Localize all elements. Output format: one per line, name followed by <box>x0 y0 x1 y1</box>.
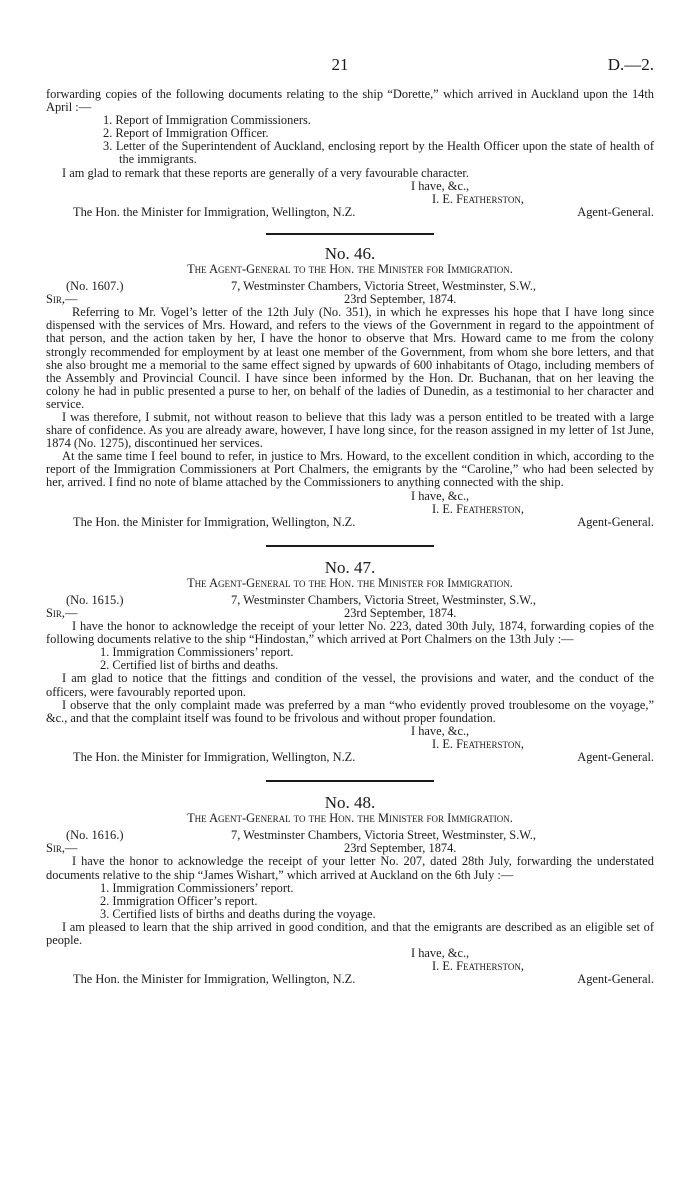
sender-address: 7, Westminster Chambers, Victoria Street, Westminster, S.W., <box>231 279 537 294</box>
letter-date: 23rd September, 1874. <box>344 841 457 856</box>
addressee: The Hon. the Minister for Immigration, Wellington, N.Z. <box>73 750 356 765</box>
paragraph: forwarding copies of the following documents relating to the ship “Dorette,” which arrived in Auckland upon the 14th April :— <box>46 87 654 115</box>
list-item: 2. Immigration Officer’s report. <box>100 893 258 908</box>
signer-title: Agent-General. <box>577 750 654 765</box>
salutation: Sir,— <box>46 841 78 856</box>
signer-name: I. E. Featherston, <box>432 191 524 206</box>
paragraph: I am pleased to learn that the ship arrived in good condition, and that the emigrants are described as an eligible set of people. <box>46 919 654 947</box>
letter-47 <box>46 559 654 764</box>
page-content <box>46 88 654 986</box>
letter-subtitle: The Agent-General to the Hon. the Minister for Immigration. <box>187 811 513 826</box>
letter-number: No. 47. <box>324 557 376 577</box>
salutation: Sir,— <box>46 292 78 307</box>
letter-number: No. 46. <box>324 243 376 263</box>
signer-title: Agent-General. <box>577 204 654 219</box>
signer-title: Agent-General. <box>577 972 654 987</box>
letter-48 <box>46 794 654 986</box>
list-item: 3. Letter of the Superintendent of Auckland, enclosing report by the Health Officer upon the state of health of the immigrants. <box>103 139 654 167</box>
page-header <box>0 55 700 77</box>
paragraph: Referring to Mr. Vogel’s letter of the 12th July (No. 351), in which he expresses his hope that I have long since dispensed with the services of Mrs. Howard, and refers to the views of the Government in regard to the appointment of that person, and the action taken by her, I have the honor to observe that Mrs. Howard came to me from the colony strongly recommended for employment by at least one member of the Government, from whom she bore letters, and that she also brought me a memorial to the same effect signed by upwards of 600 inhabitants of Otago, including members of the Assembly and Provincial Council. I have since been informed by the Hon. Dr. Buchanan, that on her leaving the colony he had in public presented a purse to her, on behalf of the ladies of Dunedin, as a testimonial to her character and service. <box>46 305 654 411</box>
list-item: 1. Report of Immigration Commissioners. <box>103 113 311 128</box>
paragraph: I observe that the only complaint made was preferred by a man “who evidently proved troublesome on the voyage,” &c., and that the complaint itself was found to be frivolous and without proper foundation. <box>46 697 654 725</box>
list-item: 1. Immigration Commissioners’ report. <box>100 645 294 660</box>
addressee-line <box>46 751 654 764</box>
list-item: 1. Immigration Commissioners’ report. <box>100 880 294 895</box>
list-item: 2. Report of Immigration Officer. <box>103 126 269 141</box>
letter-date: 23rd September, 1874. <box>344 606 457 620</box>
letter-ref: (No. 1616.) <box>66 828 124 843</box>
paragraph: I have the honor to acknowledge the receipt of your letter No. 207, dated 28th July, forwarding the understated documents relative to the ship “James Wishart,” which arrived at Auckland on the 6th July :— <box>46 854 654 882</box>
paragraph: I was therefore, I submit, not without reason to believe that this lady was a person entitled to be treated with a large share of confidence. As you are already aware, however, I have long since, for the reason assigned in my letter of 1st June, 1874 (No. 1275), discontinued her services. <box>46 409 654 451</box>
signer-title: Agent-General. <box>577 514 654 529</box>
letter-number: No. 48. <box>324 793 376 813</box>
page-number: 21 <box>331 55 349 74</box>
sign-off: I have, &c., <box>411 946 470 961</box>
salutation-line <box>46 842 654 855</box>
signer-name: I. E. Featherston, <box>432 736 524 751</box>
sign-off: I have, &c., <box>411 488 470 503</box>
addressee-line <box>46 973 654 986</box>
paragraph: I am glad to remark that these reports are generally of a very favourable character. <box>62 165 469 180</box>
sender-address: 7, Westminster Chambers, Victoria Street, Westminster, S.W., <box>231 828 537 843</box>
document-reference: D.—2. <box>607 55 654 74</box>
signer-name: I. E. Featherston, <box>432 501 524 516</box>
sender-address: 7, Westminster Chambers, Victoria Street, Westminster, S.W., <box>231 592 537 607</box>
list-item: 3. Certified lists of births and deaths during the voyage. <box>100 906 376 921</box>
letter-ref: (No. 1607.) <box>66 279 124 294</box>
addressee: The Hon. the Minister for Immigration, Wellington, N.Z. <box>73 972 356 987</box>
addressee: The Hon. the Minister for Immigration, Wellington, N.Z. <box>73 514 356 529</box>
continued-letter <box>46 88 654 219</box>
salutation-line <box>46 607 654 620</box>
sign-off: I have, &c., <box>411 178 470 193</box>
letter-subtitle: The Agent-General to the Hon. the Minister for Immigration. <box>187 575 513 590</box>
list-item: 2. Certified list of births and deaths. <box>100 658 279 673</box>
addressee: The Hon. the Minister for Immigration, Wellington, N.Z. <box>73 204 356 219</box>
salutation: Sir,— <box>46 606 78 620</box>
letter-subtitle: The Agent-General to the Hon. the Minister for Immigration. <box>187 261 513 276</box>
letter-46 <box>46 245 654 529</box>
addressee-line <box>46 206 654 219</box>
addressee-line <box>46 516 654 529</box>
paragraph: I have the honor to acknowledge the receipt of your letter No. 223, dated 30th July, 1874, forwarding copies of the following documents relative to the ship “Hindostan,” which arrived at Port Chalmers on the 13th July :— <box>46 619 654 647</box>
sign-off: I have, &c., <box>411 723 470 738</box>
signer-name: I. E. Featherston, <box>432 959 524 974</box>
paragraph: I am glad to notice that the fittings and condition of the vessel, the provisions and water, and the conduct of the officers, were favourably reported upon. <box>46 671 654 699</box>
salutation-line <box>46 293 654 306</box>
paragraph: At the same time I feel bound to refer, in justice to Mrs. Howard, to the excellent condition in which, according to the report of the Immigration Commissioners at Port Chalmers, the emigrants by the “Caroline,” who had been selected by her, arrived. I find no note of blame attached by the Commissioners to anything connected with the ship. <box>46 449 654 490</box>
letter-ref: (No. 1615.) <box>66 592 124 607</box>
letter-date: 23rd September, 1874. <box>344 292 457 307</box>
